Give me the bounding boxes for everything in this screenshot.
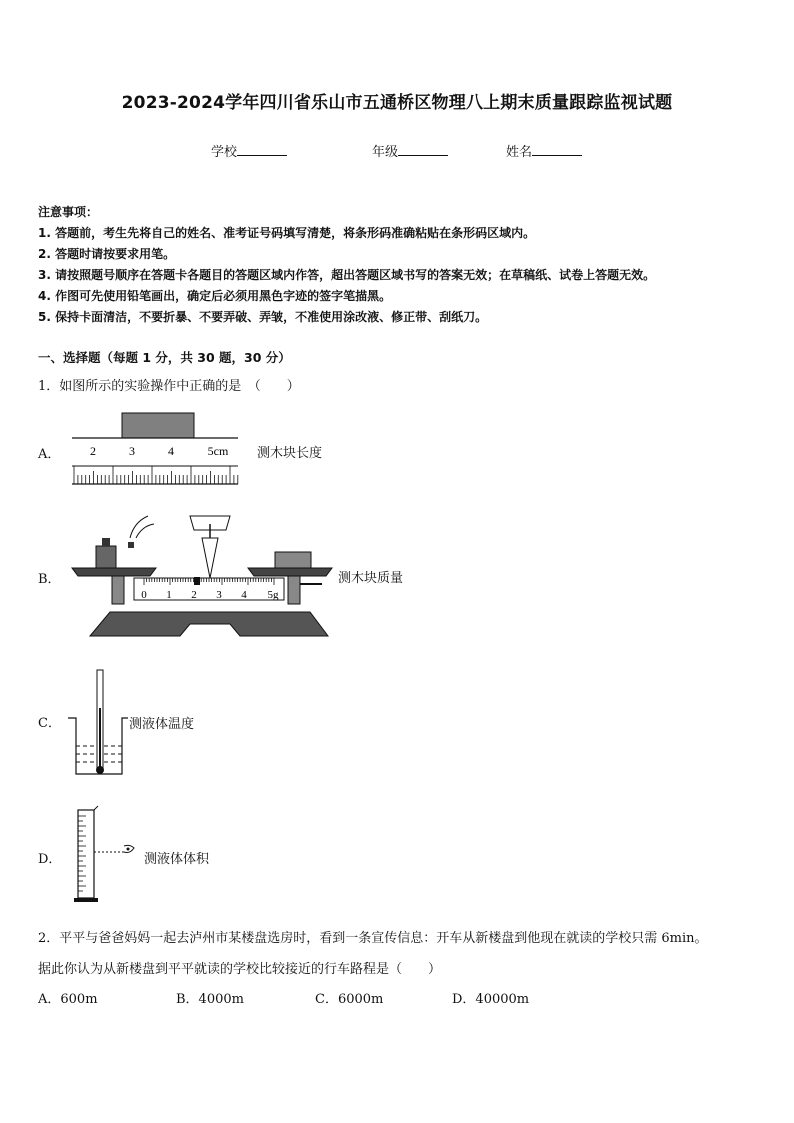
page-title: 2023-2024学年四川省乐山市五通桥区物理八上期末质量跟踪监视试题 [121, 93, 673, 113]
section-heading: 一、选择题（每题 1 分，共 30 题，30 分） [38, 350, 291, 365]
option-c-label[interactable]: C． [38, 716, 61, 731]
name-label: 姓名 [506, 145, 533, 160]
option-b-label[interactable]: B． [38, 572, 61, 587]
question-2-stem-line2: 据此你认为从新楼盘到平平就读的学校比较接近的行车路程是（ ） [38, 962, 442, 977]
notice-heading: 注意事项： [38, 205, 99, 219]
school-label: 学校 [211, 145, 238, 160]
option-d-label[interactable]: D． [38, 852, 62, 867]
name-field [506, 141, 582, 160]
wood-block [122, 413, 194, 438]
option-c-caption: 测液体温度 [129, 717, 195, 732]
scale-tick-label: 0 [141, 589, 147, 601]
eye-icon [127, 848, 130, 851]
option-b-caption: 测木块质量 [338, 571, 404, 586]
balance-figure [70, 508, 340, 638]
ruler-figure [70, 410, 250, 486]
school-field [211, 141, 287, 160]
ruler-tick-label: 3 [129, 444, 135, 458]
ruler-ticks [74, 466, 238, 484]
ruler-tick-label: 5cm [207, 444, 229, 458]
school-blank[interactable] [237, 143, 287, 156]
option-a-label[interactable]: A． [38, 447, 61, 462]
scale-tick-label: 1 [166, 589, 172, 601]
question-1-stem: 1．如图所示的实验操作中正确的是 （ ） [38, 379, 300, 394]
notice-item-5: 5. 保持卡面清洁，不要折暴、不要弄破、弄皱，不准使用涂改液、修正带、刮纸刀。 [38, 310, 488, 324]
thermometer-beaker-figure [66, 668, 128, 780]
notice-item-2: 2. 答题时请按要求用笔。 [38, 247, 176, 261]
option-d-caption: 测液体体积 [144, 852, 210, 867]
grade-field [372, 141, 448, 160]
graduated-cylinder-figure [72, 806, 144, 904]
grade-blank[interactable] [398, 143, 448, 156]
notice-item-1: 1. 答题前，考生先将自己的姓名、准考证号码填写清楚，将条形码准确粘贴在条形码区域内。 [38, 226, 536, 240]
grade-label: 年级 [372, 145, 399, 160]
weight [96, 546, 116, 568]
notice-item-4: 4. 作图可先使用铅笔画出，确定后必须用黑色字迹的签字笔描黑。 [38, 289, 392, 303]
question-2-stem-line1: 2．平平与爸爸妈妈一起去泸州市某楼盘选房时，看到一条宣传信息：开车从新楼盘到他现在就读的学校只需 6min。 [38, 931, 708, 946]
question-2-option-c[interactable]: C．6000m [315, 992, 384, 1007]
graduated-cylinder [78, 810, 94, 898]
question-2-option-b[interactable]: B．4000m [176, 992, 244, 1007]
scale-tick-label: 3 [216, 589, 222, 601]
question-2-option-d[interactable]: D．40000m [452, 992, 530, 1007]
notice-item-3: 3. 请按照题号顺序在答题卡各题目的答题区域内作答，超出答题区域书写的答案无效；在草稿纸、试卷上答题无效。 [38, 268, 656, 282]
option-a-caption: 测木块长度 [257, 446, 323, 461]
scale-tick-label: 4 [241, 589, 247, 601]
name-blank[interactable] [532, 143, 582, 156]
ruler-tick-label: 4 [168, 444, 174, 458]
scale-tick-label: 2 [191, 589, 197, 601]
wood-block [275, 552, 311, 568]
question-2-option-a[interactable]: A．600m [38, 992, 98, 1007]
ruler-tick-label: 2 [90, 444, 96, 458]
scale-tick-label: 5g [267, 589, 279, 601]
